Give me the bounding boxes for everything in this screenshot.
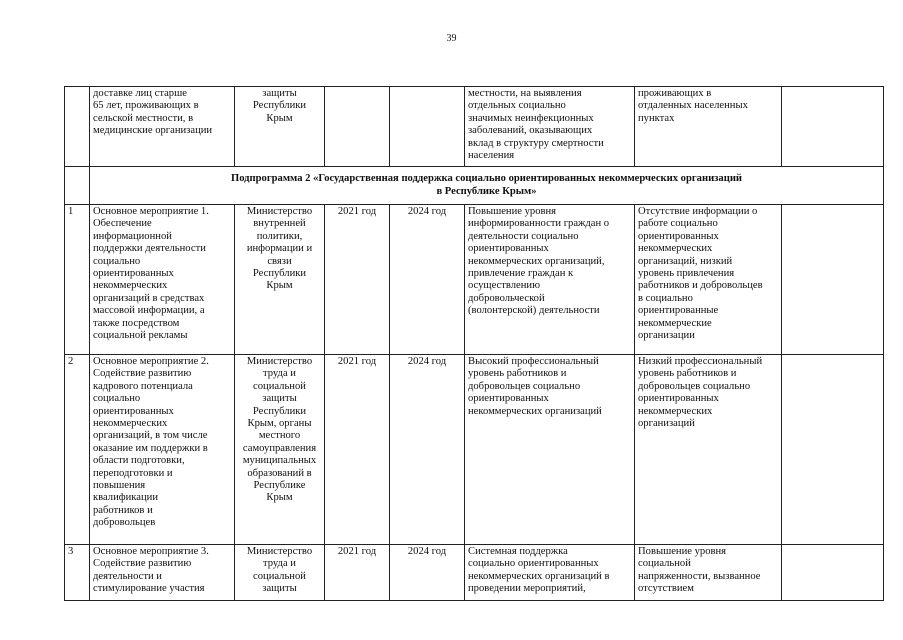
expected-result-cell: Системная поддержка социально ориентированных некоммерческих организаций в проведении мероприятий, xyxy=(465,545,635,601)
link-cell xyxy=(782,545,884,601)
executor-cell: Министерство внутренней политики, информации и связи Республики Крым xyxy=(235,205,325,355)
consequence-cell: проживающих в отдаленных населенных пунктах xyxy=(635,87,782,167)
row-number-cell: 3 xyxy=(65,545,90,601)
measure-cell: доставке лиц старше 65 лет, проживающих в сельской местности, в медицинские организации xyxy=(90,87,235,167)
table-row xyxy=(65,205,884,355)
expected-result-cell: местности, на выявления отдельных социально значимых неинфекционных заболеваний, оказывающих вклад в структуру смертности населения xyxy=(465,87,635,167)
consequence-cell: Низкий профессиональный уровень работников и добровольцев социально ориентированных некоммерческих организаций xyxy=(635,355,782,545)
link-cell xyxy=(782,355,884,545)
consequence-cell: Повышение уровня социальной напряженности, вызванное отсутствием xyxy=(635,545,782,601)
executor-cell: Министерство труда и социальной защиты xyxy=(235,545,325,601)
measure-cell: Основное мероприятие 2. Содействие развитию кадрового потенциала социально ориентированных некоммерческих организаций, в том числе оказание им поддержки в области подготовки, переподготовки и повышения квалификации работников и добровольцев xyxy=(90,355,235,545)
table-row xyxy=(65,545,884,601)
expected-result-cell: Высокий профессиональный уровень работников и добровольцев социально ориентированных некоммерческих организаций xyxy=(465,355,635,545)
row-number-cell: 1 xyxy=(65,205,90,355)
executor-cell: Министерство труда и социальной защиты Республики Крым, органы местного самоуправления муниципальных образований в Республике Крым xyxy=(235,355,325,545)
executor-cell: защиты Республики Крым xyxy=(235,87,325,167)
page-number: 39 xyxy=(446,33,457,44)
expected-result-cell: Повышение уровня информированности граждан о деятельности социально ориентированных некоммерческих организаций, привлечение граждан к осуществлению добровольческой (волонтерской) деятельности xyxy=(465,205,635,355)
link-cell xyxy=(782,205,884,355)
subprogram-row xyxy=(65,167,884,205)
subprogram-title xyxy=(90,167,884,205)
table-row xyxy=(65,355,884,545)
start-date-cell xyxy=(325,87,390,167)
subprogram-title-line-1: Подпрограмма 2 «Государственная поддержка социально ориентированных некоммерческих организаций xyxy=(230,173,743,184)
measure-cell: Основное мероприятие 1. Обеспечение информационной поддержки деятельности социально ориентированных некоммерческих организаций в средствах массовой информации, а также посредством социальной рекламы xyxy=(90,205,235,355)
end-date-cell: 2024 год xyxy=(390,355,465,545)
subprogram-title-line-2: в Республике Крым» xyxy=(436,186,537,197)
end-date-cell: 2024 год xyxy=(390,545,465,601)
measure-cell: Основное мероприятие 3. Содействие развитию деятельности и стимулирование участия xyxy=(90,545,235,601)
end-date-cell xyxy=(390,87,465,167)
row-number-cell: 2 xyxy=(65,355,90,545)
row-number-cell xyxy=(65,167,90,205)
start-date-cell: 2021 год xyxy=(325,355,390,545)
row-number-cell xyxy=(65,87,90,167)
link-cell xyxy=(782,87,884,167)
program-measures-table xyxy=(64,86,884,601)
table-row xyxy=(65,87,884,167)
end-date-cell: 2024 год xyxy=(390,205,465,355)
start-date-cell: 2021 год xyxy=(325,205,390,355)
start-date-cell: 2021 год xyxy=(325,545,390,601)
consequence-cell: Отсутствие информации о работе социально ориентированных некоммерческих организаций, низкий уровень привлечения работников и добровольцев в социально ориентированные некоммерческие организации xyxy=(635,205,782,355)
